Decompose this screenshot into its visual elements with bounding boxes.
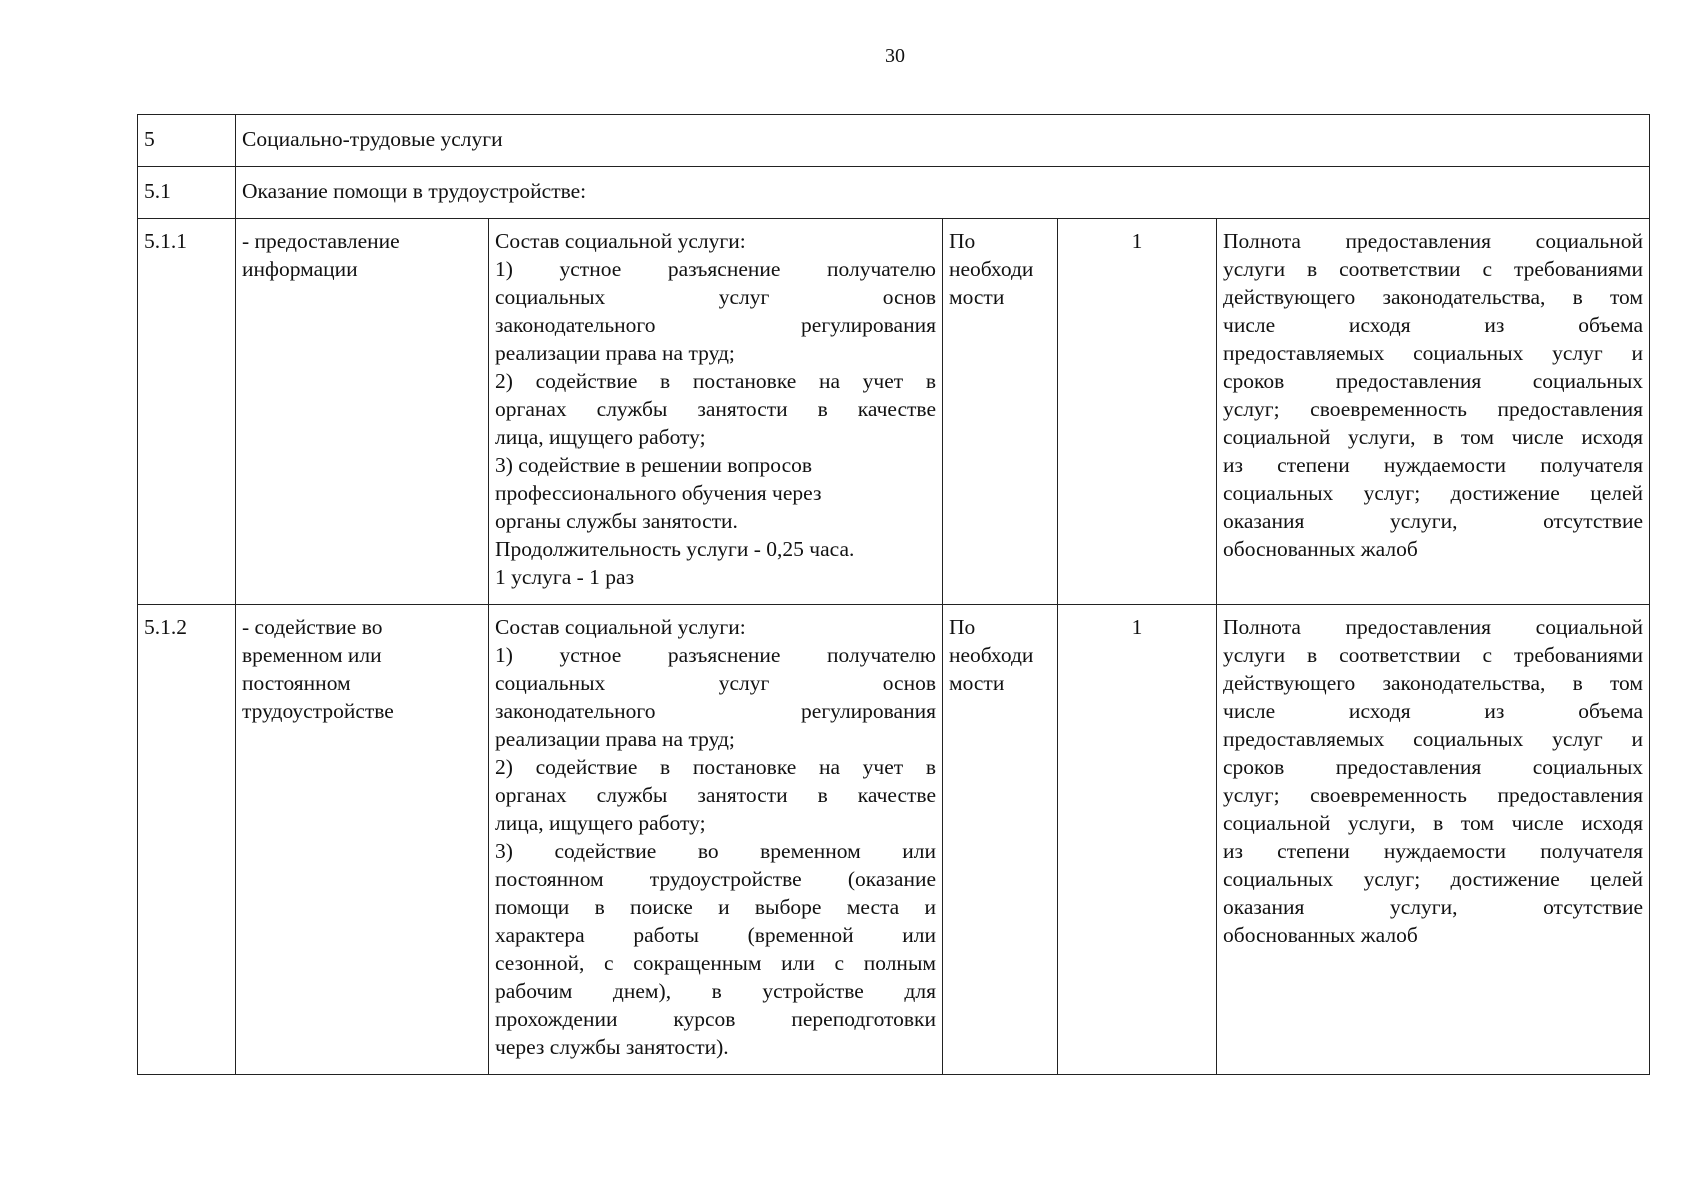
composition-line: сезонной, с сокращенным или с полным [495, 951, 936, 975]
service-name-line: - предоставление [242, 229, 400, 253]
frequency-line: необходи [949, 643, 1034, 667]
service-name [236, 605, 489, 1075]
quality-line: услуги в соответствии с требованиями [1223, 257, 1644, 281]
frequency-line: мости [949, 285, 1005, 309]
quality-line: услуг; своевременность предоставления [1223, 783, 1644, 807]
composition-line: социальных услуг основ [495, 671, 936, 695]
composition-line: прохождении курсов переподготовки [495, 1007, 936, 1031]
composition-line: органах службы занятости в качестве [495, 783, 936, 807]
quality-line: действующего законодательства, в том [1223, 285, 1644, 309]
quality-line: предоставляемых социальных услуг и [1223, 341, 1644, 365]
quality-line: Полнота предоставления социальной [1223, 615, 1644, 639]
quality-line: сроков предоставления социальных [1223, 369, 1644, 393]
frequency-line: По [949, 615, 976, 639]
composition-line: Продолжительность услуги - 0,25 часа. [495, 537, 855, 561]
composition-line: характера работы (временной или [495, 923, 936, 947]
service-name-line: постоянном [242, 671, 351, 695]
service-quality [1217, 605, 1650, 1075]
composition-line: 2) содействие в постановке на учет в [495, 755, 936, 779]
composition-line: через службы занятости). [495, 1035, 729, 1059]
quality-line: социальной услуги, в том числе исходя [1223, 425, 1644, 449]
composition-line: помощи в поиске и выборе места и [495, 895, 936, 919]
quality-line: Полнота предоставления социальной [1223, 229, 1644, 253]
quality-line: социальных услуг; достижение целей [1223, 481, 1644, 505]
composition-line: 3) содействие в решении вопросов [495, 453, 813, 477]
frequency-line: По [949, 229, 976, 253]
quality-line: услуг; своевременность предоставления [1223, 397, 1644, 421]
quality-line: оказания услуги, отсутствие [1223, 509, 1644, 533]
services-table [137, 114, 1650, 1075]
composition-line: 1) устное разъяснение получателю [495, 643, 936, 667]
frequency-line: необходи [949, 257, 1034, 281]
table-row [138, 219, 1650, 605]
quality-line: числе исходя из объема [1223, 699, 1644, 723]
quality-line: предоставляемых социальных услуг и [1223, 727, 1644, 751]
quality-line: числе исходя из объема [1223, 313, 1644, 337]
service-frequency [943, 605, 1058, 1075]
composition-line: законодательного регулирования [495, 699, 936, 723]
composition-line: 3) содействие во временном или [495, 839, 936, 863]
composition-line: реализации права на труд; [495, 341, 735, 365]
composition-line: лица, ищущего работу; [495, 425, 706, 449]
composition-line: социальных услуг основ [495, 285, 936, 309]
composition-line: органах службы занятости в качестве [495, 397, 936, 421]
frequency-line: мости [949, 671, 1005, 695]
service-quality [1217, 219, 1650, 605]
composition-line: 2) содействие в постановке на учет в [495, 369, 936, 393]
page-number: 30 [885, 45, 905, 67]
quality-line: сроков предоставления социальных [1223, 755, 1644, 779]
service-volume: 1 [1058, 605, 1217, 1075]
service-name-line: трудоустройстве [242, 699, 394, 723]
composition-line: реализации права на труд; [495, 727, 735, 751]
subsection-row [138, 167, 1650, 219]
service-composition [489, 219, 943, 605]
service-name-line: информации [242, 257, 358, 281]
composition-line: органы службы занятости. [495, 509, 738, 533]
service-name-line: временном или [242, 643, 382, 667]
service-volume: 1 [1058, 219, 1217, 605]
service-code: 5.1.2 [138, 605, 236, 1075]
composition-line: лица, ищущего работу; [495, 811, 706, 835]
composition-line: постоянном трудоустройстве (оказание [495, 867, 936, 891]
service-frequency [943, 219, 1058, 605]
quality-line: социальной услуги, в том числе исходя [1223, 811, 1644, 835]
service-composition [489, 605, 943, 1075]
composition-line: Состав социальной услуги: [495, 615, 746, 639]
quality-line: из степени нуждаемости получателя [1223, 839, 1644, 863]
composition-line: рабочим днем), в устройстве для [495, 979, 936, 1003]
quality-line: услуги в соответствии с требованиями [1223, 643, 1644, 667]
composition-line: 1) устное разъяснение получателю [495, 257, 936, 281]
composition-line: 1 услуга - 1 раз [495, 565, 635, 589]
section-code: 5 [138, 115, 236, 167]
subsection-code: 5.1 [138, 167, 236, 219]
composition-line: профессионального обучения через [495, 481, 822, 505]
table-row [138, 605, 1650, 1075]
quality-line: обоснованных жалоб [1223, 923, 1418, 947]
composition-line: законодательного регулирования [495, 313, 936, 337]
section-title: Социально-трудовые услуги [236, 115, 1650, 167]
service-name [236, 219, 489, 605]
quality-line: оказания услуги, отсутствие [1223, 895, 1644, 919]
service-code: 5.1.1 [138, 219, 236, 605]
quality-line: обоснованных жалоб [1223, 537, 1418, 561]
service-name-line: - содействие во [242, 615, 383, 639]
quality-line: из степени нуждаемости получателя [1223, 453, 1644, 477]
quality-line: действующего законодательства, в том [1223, 671, 1644, 695]
section-row [138, 115, 1650, 167]
subsection-title: Оказание помощи в трудоустройстве: [236, 167, 1650, 219]
composition-line: Состав социальной услуги: [495, 229, 746, 253]
quality-line: социальных услуг; достижение целей [1223, 867, 1644, 891]
